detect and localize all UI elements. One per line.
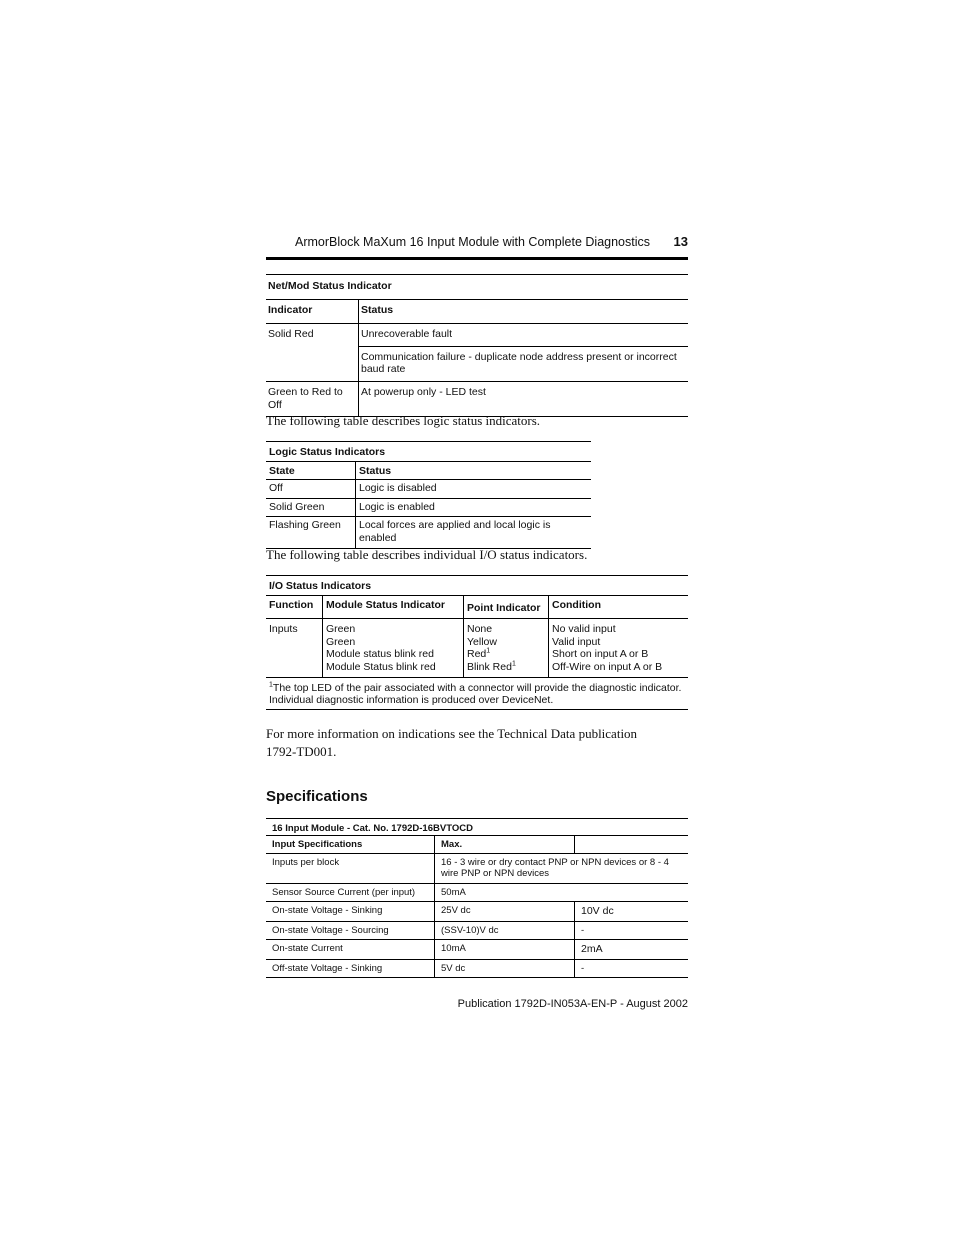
table-cell: -: [575, 921, 689, 939]
table-row: [266, 939, 688, 959]
cell-line: [467, 661, 545, 674]
table-header-row: [266, 299, 688, 324]
table-cell: At powerup only - LED test: [359, 381, 689, 416]
table-cell: Off: [266, 480, 356, 499]
table-row: [266, 883, 688, 901]
column-header: Status: [356, 461, 592, 480]
header-title: ArmorBlock MaXum 16 Input Module with Complete Diagnostics: [294, 235, 650, 249]
column-header: Function: [266, 595, 323, 619]
table-caption: 16 Input Module - Cat. No. 1792D-16BVTOCD: [266, 819, 688, 836]
table-row: [266, 517, 591, 548]
table-header-row: [266, 461, 591, 480]
table-row: [266, 921, 688, 939]
column-header: Module Status Indicator: [323, 595, 464, 619]
cell-line: [467, 648, 545, 661]
publication-footer: Publication 1792D-IN053A-EN-P - August 2002: [457, 998, 688, 1010]
footnote-text: The top LED of the pair associated with a connector will provide the diagnostic indicator. Individual diagnostic information is produced over DeviceNet.: [269, 681, 682, 707]
table-cell: Inputs per block: [266, 853, 435, 883]
cell-line: Yellow: [467, 635, 497, 648]
table-row: [266, 480, 591, 499]
paragraph-logic: The following table describes logic status indicators.: [266, 413, 541, 428]
table-cell: 25V dc: [435, 901, 575, 921]
table-caption: I/O Status Indicators: [266, 576, 688, 596]
cell-text: Red: [467, 648, 487, 661]
cell-line: Green: [326, 623, 356, 636]
column-header: Status: [359, 299, 689, 324]
table-cell: Inputs: [266, 619, 323, 677]
table-cell: Sensor Source Current (per input): [266, 883, 435, 901]
cell-line: Off-Wire on input A or B: [552, 660, 663, 673]
table-cell: Solid Green: [266, 498, 356, 517]
running-header: [266, 233, 688, 255]
footnote: [266, 677, 688, 709]
table-cell: Unrecoverable fault: [359, 324, 689, 347]
table-row: [266, 959, 688, 977]
table-header-row: [266, 595, 688, 619]
footnote-row: [266, 677, 688, 709]
table-caption: Net/Mod Status Indicator: [266, 275, 688, 300]
column-header: [575, 836, 689, 853]
paragraph-io: The following table describes individual I/O status indicators.: [266, 547, 588, 562]
table-cell: 16 - 3 wire or dry contact PNP or NPN devices or 8 - 4 wire PNP or NPN devices: [435, 853, 689, 883]
cell-line: Green: [326, 635, 356, 648]
table-cell: On-state Voltage - Sinking: [266, 901, 435, 921]
table-cell: Communication failure - duplicate node address present or incorrect baud rate: [359, 346, 689, 381]
table-cell: Off-state Voltage - Sinking: [266, 959, 435, 977]
column-header: Input Specifications: [266, 836, 435, 853]
table-cell: Green to Red to Off: [266, 381, 359, 416]
netmod-status-table: [266, 274, 688, 417]
column-header: Condition: [549, 595, 689, 619]
table-row: [266, 619, 688, 677]
table-cell: Logic is disabled: [356, 480, 592, 499]
table-cell: [323, 619, 464, 677]
table-row: [266, 853, 688, 883]
table-cell: [464, 619, 549, 677]
table-cell: On-state Current: [266, 939, 435, 959]
table-cell: 5V dc: [435, 959, 575, 977]
cell-line: None: [467, 623, 493, 636]
table-header-row: [266, 836, 688, 853]
table-cell: Flashing Green: [266, 517, 356, 548]
table-cell: 2mA: [575, 939, 689, 959]
column-header: Point Indicator: [464, 595, 549, 619]
table-cell: -: [575, 959, 689, 977]
column-header: Indicator: [266, 299, 359, 324]
io-status-table: [266, 575, 688, 710]
specifications-table: [266, 818, 688, 978]
cell-line: Short on input A or B: [552, 648, 649, 661]
cell-text: Blink Red: [467, 660, 512, 673]
footnote-marker: 1: [269, 681, 273, 689]
table-cell: 10mA: [435, 939, 575, 959]
paragraph-more-info: For more information on indications see the Technical Data publication 1792-TD001.: [266, 726, 638, 759]
table-cell: 10V dc: [575, 901, 689, 921]
cell-line: Valid input: [552, 635, 601, 648]
cell-line: No valid input: [552, 623, 616, 636]
cell-line: Module status blink red: [326, 648, 434, 661]
footnote-marker: 1: [486, 647, 491, 655]
cell-line: Module Status blink red: [326, 660, 436, 673]
table-caption: Logic Status Indicators: [266, 442, 591, 462]
footnote-marker: 1: [511, 660, 516, 668]
table-cell: [549, 619, 689, 677]
table-cell: Solid Red: [266, 324, 359, 382]
page-number: 13: [673, 234, 688, 249]
table-row: [266, 498, 591, 517]
table-cell: 50mA: [435, 883, 689, 901]
table-cell: Local forces are applied and local logic is enabled: [356, 517, 592, 548]
table-row: [266, 901, 688, 921]
table-row: [266, 324, 688, 347]
table-cell: On-state Voltage - Sourcing: [266, 921, 435, 939]
table-cell: Logic is enabled: [356, 498, 592, 517]
specifications-heading: Specifications: [266, 788, 368, 805]
header-rule: [266, 257, 688, 260]
column-header: Max.: [435, 836, 575, 853]
column-header: State: [266, 461, 356, 480]
table-cell: (SSV-10)V dc: [435, 921, 575, 939]
logic-status-table: [266, 441, 591, 549]
